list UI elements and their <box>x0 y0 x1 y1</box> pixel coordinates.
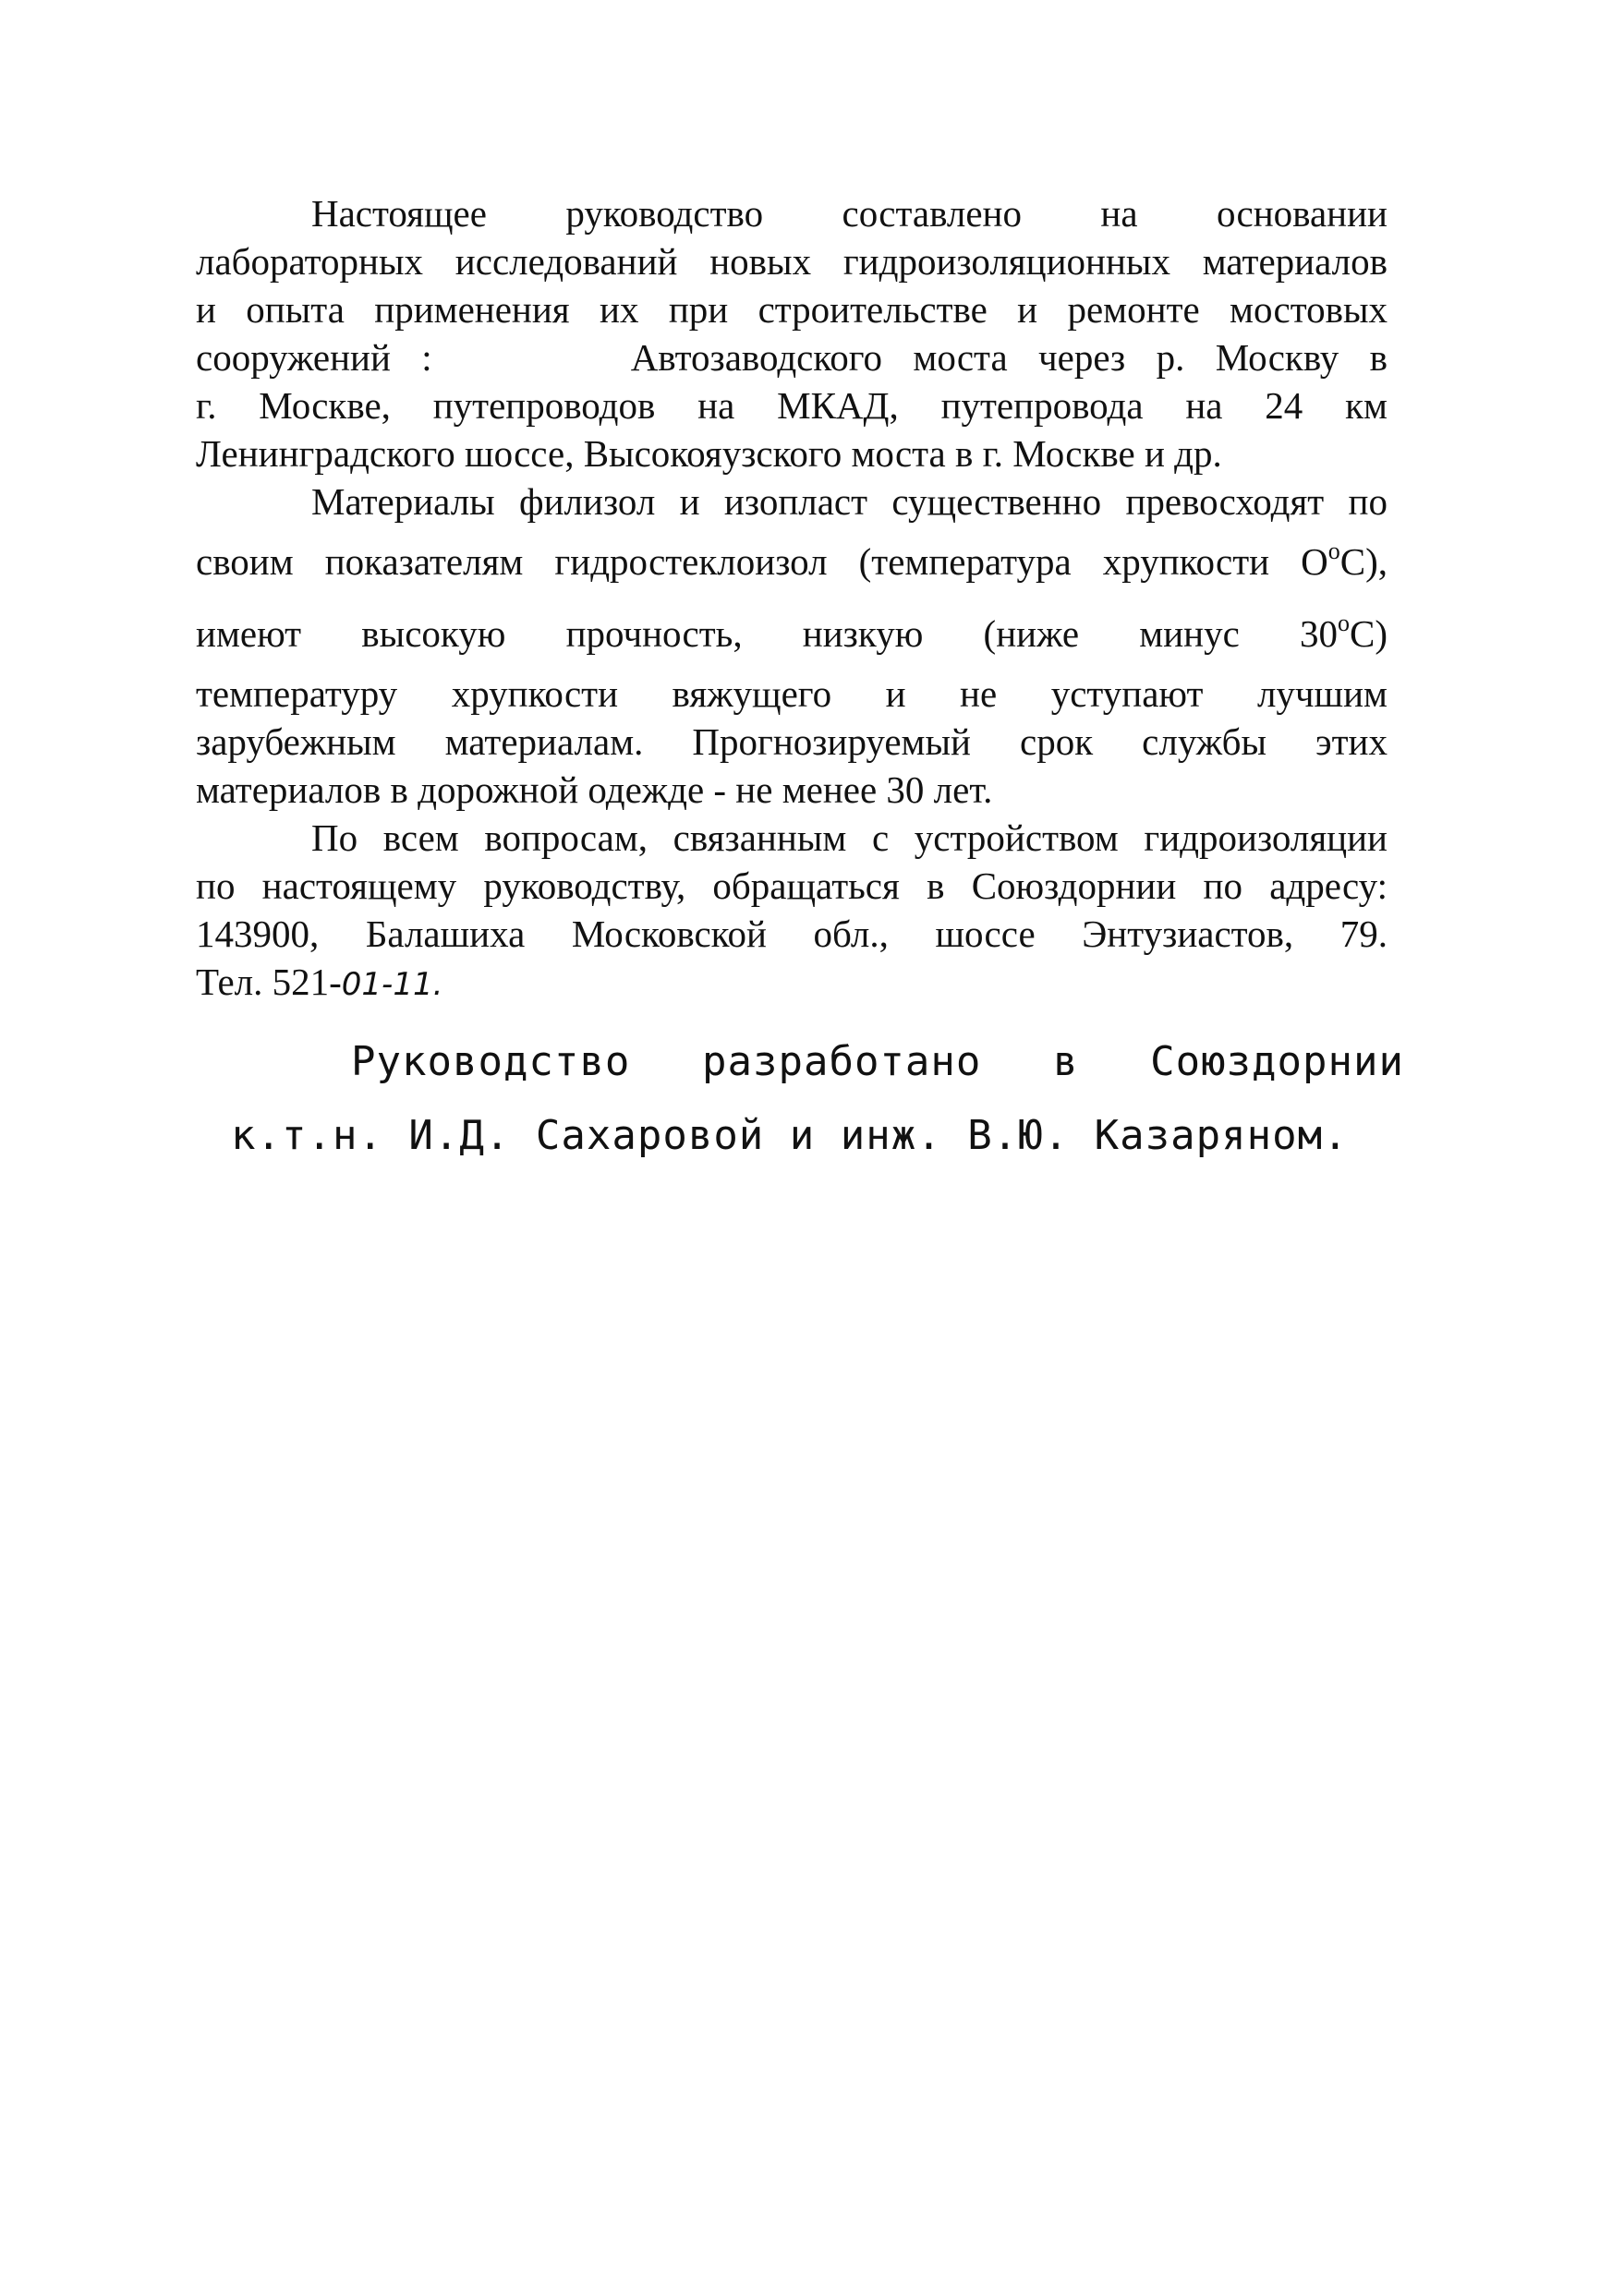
text-fragment: С) <box>1350 612 1388 655</box>
text-line-brittleness <box>196 526 1388 598</box>
text-line: По всем вопросам, связанным с устройством гидроизоляции <box>311 816 1388 859</box>
phone-line <box>196 958 1388 1009</box>
degree-sign: о <box>1338 610 1350 636</box>
text-line: по настоящему руководству, обращаться в Союздорнии по адресу: <box>196 864 1388 907</box>
phone-prefix: Тел. 521- <box>196 961 342 1003</box>
text-fragment: сооружений : <box>196 336 432 379</box>
text-line: 143900, Балашиха Московской обл., шоссе Энтузиастов, 79. <box>196 912 1388 955</box>
text-line: Настоящее руководство составлено на основании <box>311 192 1388 235</box>
text-fragment: С), <box>1339 540 1388 583</box>
credits-line: к.т.н. И.Д. Сахаровой и инж. В.Ю. Казаряном. <box>231 1112 1349 1159</box>
text-line: зарубежным материалам. Прогнозируемый срок службы этих <box>196 720 1388 763</box>
document-body <box>196 189 1388 1009</box>
paragraph-materials <box>196 477 1388 814</box>
phone-handwritten: 01-11. <box>341 966 443 1003</box>
text-line: материалов в дорожной одежде - не менее 30 лет. <box>196 768 993 811</box>
text-line-structures <box>196 333 1388 381</box>
credits-line: Руководство разработано в Союздорнии <box>351 1038 1404 1085</box>
text-line: лабораторных исследований новых гидроизоляционных материалов <box>196 240 1388 283</box>
paragraph-intro <box>196 189 1388 477</box>
text-line: температуру хрупкости вяжущего и не уступают лучшим <box>196 672 1388 715</box>
text-fragment: имеют высокую прочность, низкую (ниже минус 30 <box>196 612 1338 655</box>
text-line: и опыта применения их при строительстве и ремонте мостовых <box>196 288 1388 331</box>
text-line: Ленинградского шоссе, Высокояузского моста в г. Москве и др. <box>196 432 1222 475</box>
credits-block <box>231 1025 1404 1173</box>
text-line: Материалы филизол и изопласт существенно превосходят по <box>311 480 1388 523</box>
degree-sign: о <box>1327 538 1340 564</box>
text-fragment: своим показателям гидростеклоизол (температура хрупкости О <box>196 540 1328 583</box>
paragraph-contacts <box>196 814 1388 1009</box>
text-line: г. Москве, путепроводов на МКАД, путепровода на 24 км <box>196 384 1388 427</box>
text-fragment: Автозаводского моста через р. Москву в <box>630 336 1388 379</box>
text-line-strength <box>196 598 1388 670</box>
